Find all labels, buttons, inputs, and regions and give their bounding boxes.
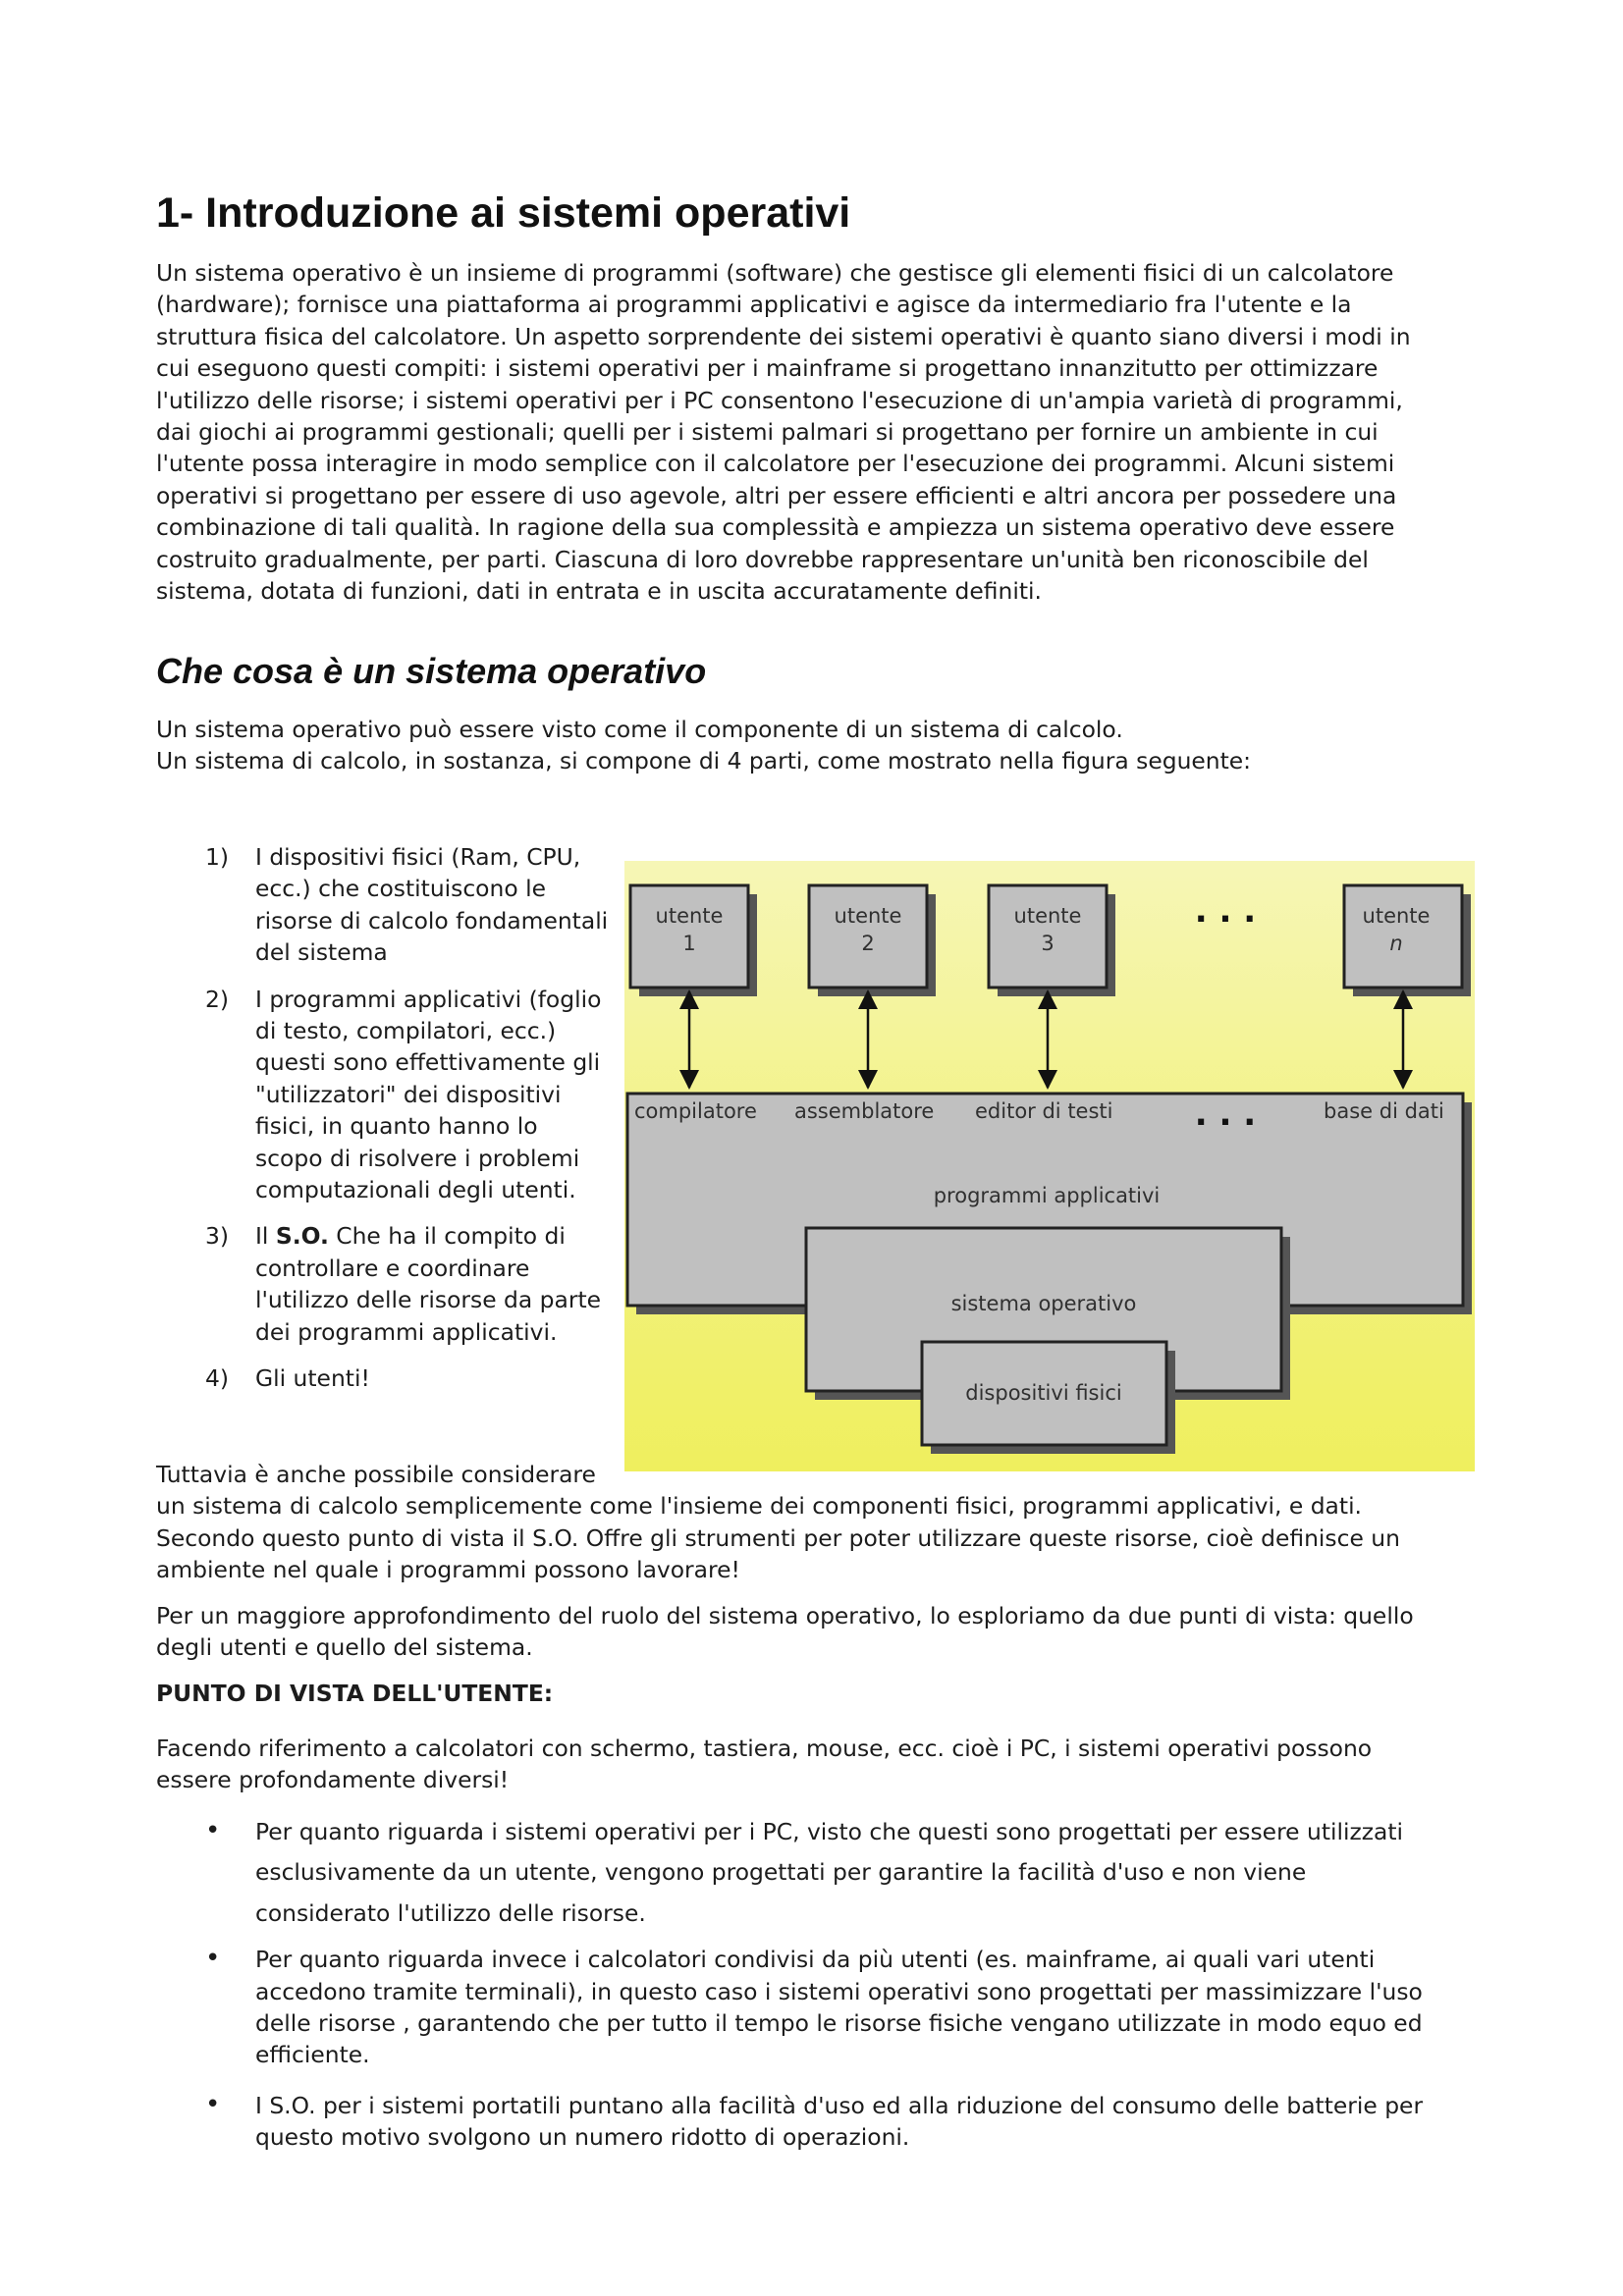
text-line: delle risorse , garantendo che per tutto il tempo le risorse fisiche vengano utilizzate in modo equo ed	[255, 2009, 1423, 2038]
bullet-list	[156, 1816, 1491, 2154]
user-number: n	[1389, 932, 1403, 955]
text-line: di testo, compilatori, ecc.)	[255, 1017, 557, 1045]
text-line: I dispositivi fisici (Ram, CPU,	[255, 843, 581, 871]
text-line: dai giochi ai programmi gestionali; quelli per i sistemi palmari si progettano per fornire un ambiente in cui	[156, 418, 1379, 447]
intro-paragraph	[156, 257, 1472, 607]
bullet-icon: •	[205, 1816, 221, 1845]
text-line: esclusivamente da un utente, vengono progettati per garantire la facilità d'uso e non viene	[255, 1858, 1307, 1887]
list-number: 4)	[205, 1364, 230, 1393]
components-list	[156, 841, 627, 1395]
text-line: questi sono effettivamente gli	[255, 1048, 601, 1077]
text-line: "utilizzatori" dei dispositivi	[255, 1080, 562, 1108]
user-label: utente	[834, 904, 902, 928]
text-line: fisici, in quanto hanno lo	[255, 1112, 538, 1141]
text-line: Per un maggiore approfondimento del ruolo del sistema operativo, lo esploriamo da due punti di vista: quello	[156, 1602, 1414, 1629]
list-number: 2)	[205, 985, 230, 1013]
user-number: 2	[861, 932, 875, 955]
text-line: struttura fisica del calcolatore. Un aspetto sorprendente dei sistemi operativi è quanto siano diversi i modi in	[156, 322, 1411, 350]
system-diagram	[624, 861, 1475, 1471]
text-line: ambiente nel quale i programmi possono lavorare!	[156, 1556, 740, 1584]
list-item	[156, 1362, 627, 1394]
text-line: risorse di calcolo fondamentali	[255, 906, 609, 934]
app-label: base di dati	[1324, 1099, 1444, 1123]
text-line: degli utenti e quello del sistema.	[156, 1633, 533, 1662]
text-line: I programmi applicativi (foglio	[255, 985, 602, 1013]
text-line: del sistema	[255, 938, 388, 967]
bullet-icon: •	[205, 1944, 221, 1974]
user-view-paragraph	[156, 1733, 1472, 1796]
user-label: utente	[655, 904, 724, 928]
app-label: compilatore	[634, 1099, 757, 1123]
bullet-icon: •	[205, 2089, 221, 2119]
ellipsis: . . .	[1194, 1095, 1257, 1134]
after-figure-paragraph	[156, 1459, 1472, 1586]
approfondimento-paragraph	[156, 1600, 1472, 1664]
text-line: questo motivo svolgono un numero ridotto di operazioni.	[255, 2123, 910, 2152]
text-line: Per quanto riguarda i sistemi operativi per i PC, visto che questi sono progettati per essere utilizzati	[255, 1818, 1404, 1845]
section-paragraph	[156, 714, 1472, 777]
apps-title: programmi applicativi	[933, 1184, 1161, 1207]
list-item	[156, 984, 627, 1206]
text-line: efficiente.	[255, 2041, 370, 2069]
text-line: Facendo riferimento a calcolatori con schermo, tastiera, mouse, ecc. cioè i PC, i sistemi operativi possono	[156, 1735, 1373, 1762]
section-title: Che cosa è un sistema operativo	[156, 651, 707, 691]
page-title: 1- Introduzione ai sistemi operativi	[156, 189, 851, 237]
text-line: (hardware); fornisce una piattaforma ai programmi applicativi e agisce da intermediario fra l'utente e la	[156, 291, 1352, 319]
list-item	[156, 1220, 627, 1348]
bold-term: S.O.	[275, 1222, 329, 1251]
bullet-item	[156, 1944, 1491, 2071]
bullet-item	[156, 2090, 1491, 2154]
text-line: un sistema di calcolo semplicemente come l'insieme dei componenti fisici, programmi applicativi, e dati.	[156, 1492, 1362, 1521]
text-line: Tuttavia è anche possibile considerare	[156, 1461, 596, 1488]
list-number: 3)	[205, 1222, 230, 1251]
diagram-svg	[624, 861, 1475, 1471]
text-line: dei programmi applicativi.	[255, 1317, 558, 1346]
user-label: utente	[1013, 904, 1082, 928]
text-line: cui eseguono questi compiti: i sistemi operativi per i mainframe si progettano innanzitutto per ottimizzare	[156, 354, 1379, 383]
user-box	[1344, 885, 1471, 996]
user-label: utente	[1362, 904, 1431, 928]
text-line: scopo di risolvere i problemi	[255, 1144, 580, 1172]
text-line: accedono tramite terminali), in questo caso i sistemi operativi sono progettati per massimizzare l'uso	[255, 1977, 1423, 2005]
list-number: 1)	[205, 843, 230, 871]
text-line: computazionali degli utenti.	[255, 1176, 576, 1204]
text-line: Un sistema operativo è un insieme di programmi (software) che gestisce gli elementi fisici di un calcolatore	[156, 259, 1394, 287]
user-number: 1	[682, 932, 696, 955]
text-line: Un sistema operativo può essere visto come il componente di un sistema di calcolo.	[156, 716, 1123, 743]
os-label: sistema operativo	[950, 1292, 1137, 1315]
text-line: Gli utenti!	[255, 1364, 370, 1393]
text-line: costruito gradualmente, per parti. Ciascuna di loro dovrebbe rappresentare un'unità ben riconoscibile del	[156, 545, 1369, 573]
text-line: Per quanto riguarda invece i calcolatori condivisi da più utenti (es. mainframe, ai quali vari utenti	[255, 1946, 1376, 1974]
text-fragment: Che ha il compito di	[328, 1222, 566, 1251]
text-line: Secondo questo punto di vista il S.O. Offre gli strumenti per poter utilizzare queste risorse, cioè definisce un	[156, 1523, 1400, 1552]
text-line: operativi si progettano per essere di uso agevole, altri per essere efficienti e altri ancora per possedere una	[156, 481, 1397, 509]
hardware-box	[922, 1342, 1175, 1454]
text-fragment: Il	[255, 1222, 276, 1251]
text-line: considerato l'utilizzo delle risorse.	[255, 1898, 646, 1927]
text-line	[255, 1220, 627, 1252]
user-box	[989, 885, 1115, 996]
text-line: l'utente possa interagire in modo semplice con il calcolatore per l'esecuzione dei programmi. Alcuni sistemi	[156, 450, 1395, 478]
text-line: essere profondamente diversi!	[156, 1766, 510, 1794]
ellipsis: . . .	[1194, 891, 1257, 931]
text-line: ecc.) che costituiscono le	[255, 875, 546, 903]
text-line: l'utilizzo delle risorse da parte	[255, 1286, 602, 1314]
bullet-item	[156, 1816, 1491, 1929]
text-line: sistema, dotata di funzioni, dati in entrata e in uscita accuratamente definiti.	[156, 577, 1042, 606]
app-label: assemblatore	[794, 1099, 935, 1123]
subsection-heading: PUNTO DI VISTA DELL'UTENTE:	[156, 1680, 554, 1707]
text-line: l'utilizzo delle risorse; i sistemi operativi per i PC consentono l'esecuzione di un'ampia varietà di programmi,	[156, 386, 1403, 414]
user-box	[630, 885, 757, 996]
text-line: Un sistema di calcolo, in sostanza, si compone di 4 parti, come mostrato nella figura seguente:	[156, 747, 1252, 775]
text-line: combinazione di tali qualità. In ragione della sua complessità e ampiezza un sistema operativo deve essere	[156, 513, 1395, 542]
text-line: I S.O. per i sistemi portatili puntano alla facilità d'uso ed alla riduzione del consumo delle batterie per	[255, 2091, 1424, 2119]
hardware-label: dispositivi fisici	[965, 1381, 1122, 1405]
text-line: controllare e coordinare	[255, 1254, 530, 1282]
user-box	[809, 885, 936, 996]
app-label: editor di testi	[975, 1099, 1113, 1123]
list-item	[156, 841, 627, 969]
user-number: 3	[1041, 932, 1055, 955]
